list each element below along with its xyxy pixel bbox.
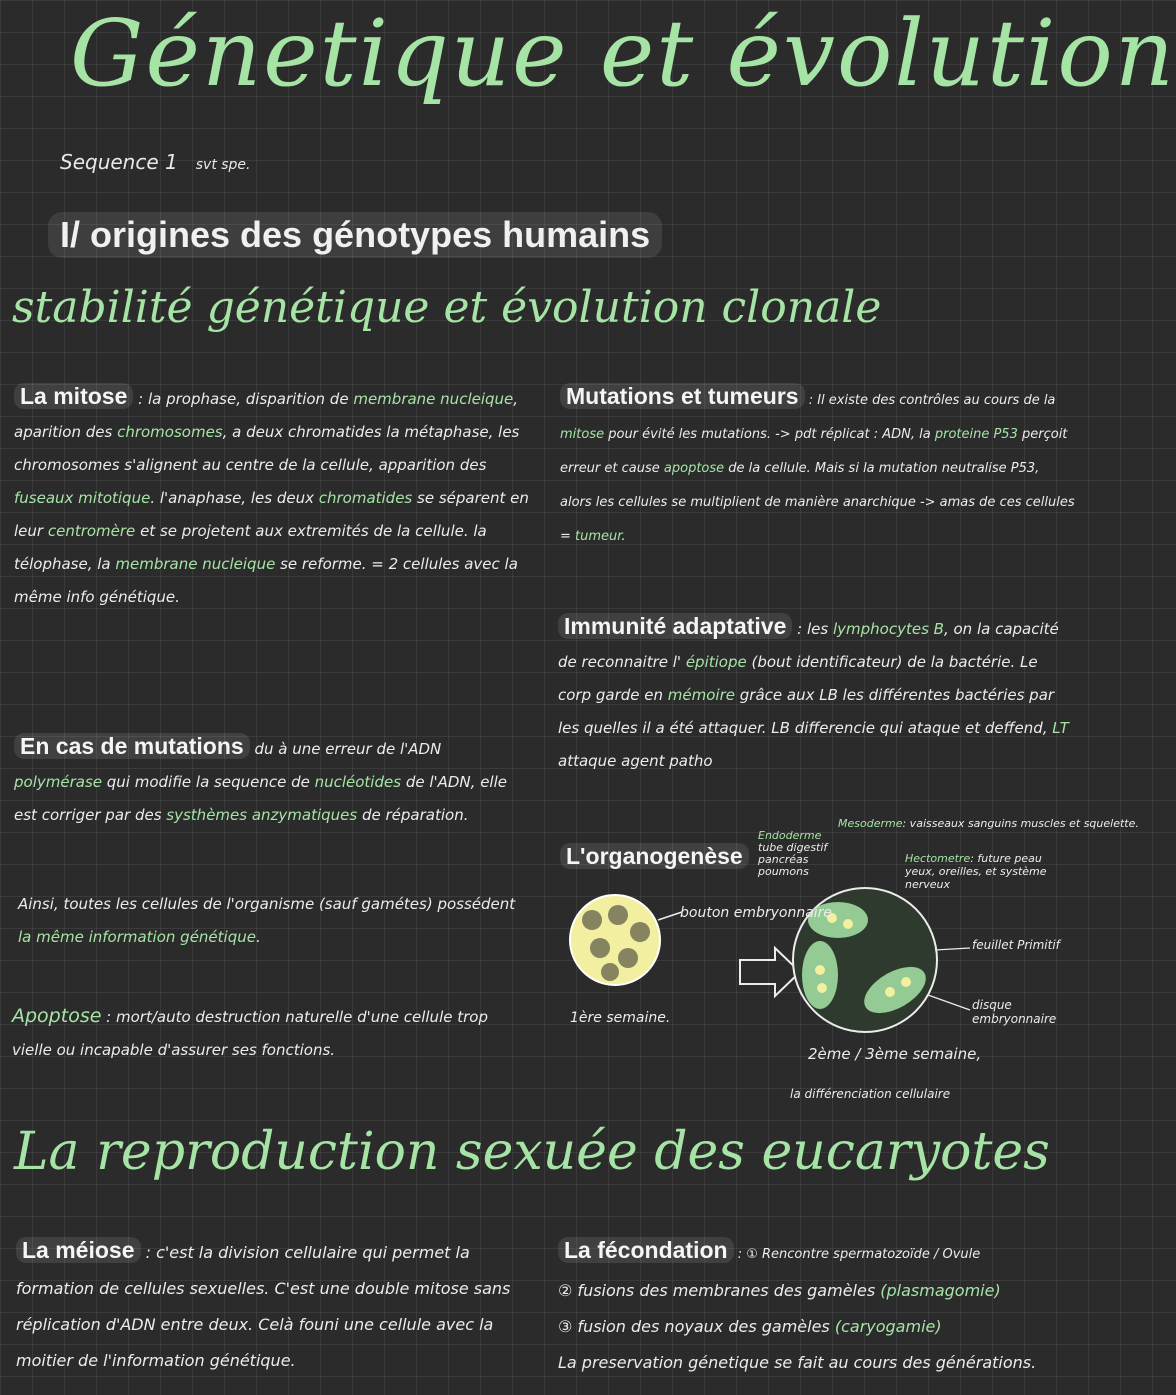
section-subtitle-reproduction: La reproduction sexuée des eucaryotes (14, 1122, 1050, 1182)
section-subtitle-stabilite: stabilité génétique et évolution clonale (12, 282, 882, 333)
mutations-heading: En cas de mutations (14, 733, 250, 759)
page-title: Génetique et évolution (70, 0, 1176, 107)
feuillet-label: feuillet Primitif (972, 938, 1060, 952)
mesoderme-label: Mesoderme: vaisseaux sanguins muscles et squelette. (838, 817, 1139, 830)
differenciation-label: la différenciation cellulaire (790, 1087, 951, 1101)
disque-label: disque embryonnaire (972, 998, 1057, 1026)
arrow-icon (740, 948, 800, 996)
fecondation-block: La fécondation : ① Rencontre spermatozoïde / Ovule ② fusions des membranes des gamèles (plasmagomie) ③ fusion des noyaux des gamèles (caryogamie) La preservation génetique se fait au cours des générations. (558, 1237, 1037, 1372)
tumeurs-heading: Mutations et tumeurs (560, 383, 805, 409)
apoptose-block: Apoptose : mort/auto destruction naturelle d'une cellule trop vielle ou incapable d'assurer ses fonctions. (12, 1005, 488, 1059)
bouton-label: bouton embryonnaire (680, 905, 833, 921)
mitose-block: La mitose : la prophase, disparition de membrane nucleique, aparition des chromosomes, a deux chromatides la métaphase, les chromosomes s'alignent au centre de la cellule, apparition des fuseaux mitotique. l'anaphase, les deux chromatides se séparent en leur centromère et se projetent aux extremités de la cellule. la télophase, la membrane nucleique se reforme. = 2 cellules avec la même info génétique. (14, 383, 529, 606)
meiose-block: La méiose : c'est la division cellulaire qui permet la formation de cellules sexuelles. C'est une double mitose sans réplication d'ADN entre deux. Celà founi une cellule avec la moitier de l'information génétique. (16, 1237, 511, 1370)
meiose-heading: La méiose (16, 1237, 141, 1263)
semaine1-label: 1ère semaine. (570, 1010, 671, 1026)
bouton-embryonnaire-cell (570, 895, 660, 985)
organogenese-heading: L'organogenèse (560, 843, 749, 869)
mutations-block: En cas de mutations du à une erreur de l'ADN polymérase qui modifie la sequence de nucléotides de l'ADN, elle est corriger par des systhèmes anzymatiques de réparation. (14, 733, 507, 824)
immunite-heading: Immunité adaptative (558, 613, 792, 639)
immunite-block: Immunité adaptative : les lymphocytes B, on la capacité de reconnaitre l' épitiope (bout identificateur) de la bactérie. Le corp garde en mémoire grâce aux LB les différentes bactéries par les quelles il a été attaquer. LB differencie qui ataque et deffend, LT attaque agent patho (558, 613, 1069, 770)
sequence-label: Sequence 1 svt spe. (60, 150, 251, 174)
ainsi-block: Ainsi, toutes les cellules de l'organisme (sauf gamétes) possédent la même information génétique. (18, 895, 516, 946)
tumeurs-block: Mutations et tumeurs : Il existe des contrôles au cours de la mitose pour évité les mutations. -> pdt réplicat : ADN, la proteine P53 perçoit erreur et cause apoptose de la cellule. Mais si la mutation neutralise P53, alors les cellules se multiplient de manière anarchique -> amas de ces cellules = tumeur. (560, 383, 1075, 544)
section-heading-origines: I/ origines des génotypes humains (48, 212, 662, 258)
mitose-heading: La mitose (14, 383, 133, 409)
endoderme-label: Endoderme tube digestif pancréas poumons (758, 829, 828, 878)
fecondation-heading: La fécondation (558, 1237, 734, 1263)
ectoderme-label: Hectometre: future peau yeux, oreilles, et système nerveux (905, 852, 1047, 891)
semaine23-label: 2ème / 3ème semaine, (808, 1045, 982, 1063)
